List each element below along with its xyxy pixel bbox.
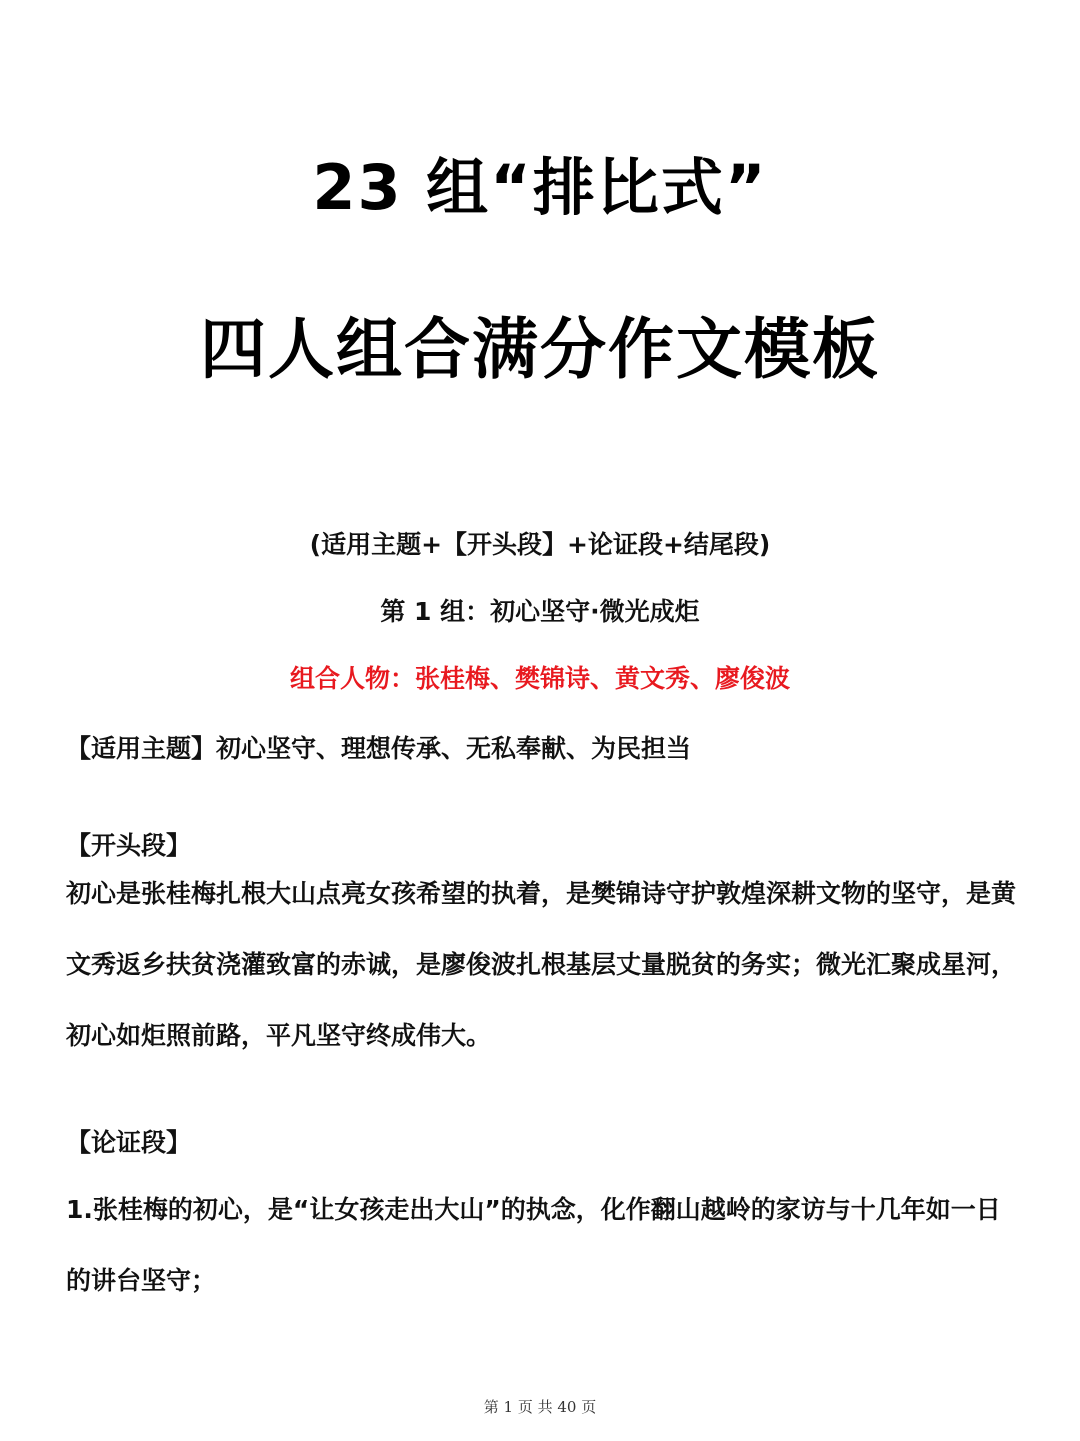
featured-people-line: 组合人物：张桂梅、樊锦诗、黄文秀、廖俊波	[289, 664, 790, 693]
opening-paragraph: 初心是张桂梅扎根大山点亮女孩希望的执着，是樊锦诗守护敦煌深耕文物的坚守，是黄文秀返乡扶贫浇灌致富的赤诚，是廖俊波扎根基层丈量脱贫的务实；微光汇聚成星河，初心如炬照前路，平凡坚守终成伟大。	[66, 879, 1017, 1050]
document-subtitle: (适用主题+【开头段】+论证段+结尾段)	[309, 530, 771, 559]
page-footer: 第 1 页 共 40 页	[483, 1398, 597, 1416]
argument-item: 1.张桂梅的初心，是“让女孩走出大山”的执念，化作翻山越岭的家访与十几年如一日的讲台坚守；	[66, 1195, 1001, 1295]
applicable-topics-line: 【适用主题】初心坚守、理想传承、无私奉献、为民担当	[66, 734, 692, 763]
group-heading: 第 1 组：初心坚守·微光成炬	[380, 597, 700, 626]
opening-section-label: 【开头段】	[66, 831, 192, 860]
document-title-line-2: 四人组合满分作文模板	[200, 311, 880, 388]
argument-section-label: 【论证段】	[66, 1128, 192, 1157]
document-title-line-1: 23 组“排比式”	[312, 151, 768, 224]
